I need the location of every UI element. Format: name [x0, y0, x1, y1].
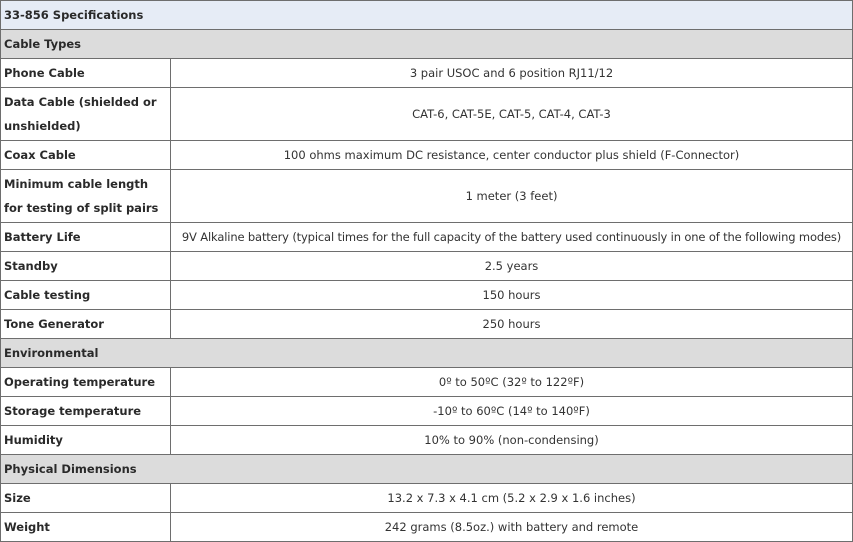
- row-value: 242 grams (8.5oz.) with battery and remote: [171, 513, 853, 542]
- table-row-humidity: [1, 426, 853, 455]
- row-label: Size: [1, 484, 171, 513]
- row-value: 9V Alkaline battery (typical times for the full capacity of the battery used continuously in one of the following modes): [171, 223, 853, 252]
- table-title: 33-856 Specifications: [1, 1, 853, 30]
- row-value: 10% to 90% (non-condensing): [171, 426, 853, 455]
- table-row-cable-testing: [1, 281, 853, 310]
- row-label: Battery Life: [1, 223, 171, 252]
- row-value: 100 ohms maximum DC resistance, center conductor plus shield (F-Connector): [171, 141, 853, 170]
- row-label: Operating temperature: [1, 368, 171, 397]
- table-row-size: [1, 484, 853, 513]
- table-row-weight: [1, 513, 853, 542]
- section-row-environmental: [1, 339, 853, 368]
- table-row-min-cable-length: [1, 170, 853, 223]
- section-header-physical-dimensions: Physical Dimensions: [1, 455, 853, 484]
- row-value: 250 hours: [171, 310, 853, 339]
- row-value: CAT-6, CAT-5E, CAT-5, CAT-4, CAT-3: [171, 88, 853, 141]
- row-value: -10º to 60ºC (14º to 140ºF): [171, 397, 853, 426]
- row-label: Cable testing: [1, 281, 171, 310]
- table-row-storage-temperature: [1, 397, 853, 426]
- row-label: Tone Generator: [1, 310, 171, 339]
- row-label: Coax Cable: [1, 141, 171, 170]
- table-row-operating-temperature: [1, 368, 853, 397]
- row-value: 13.2 x 7.3 x 4.1 cm (5.2 x 2.9 x 1.6 inches): [171, 484, 853, 513]
- row-label: Humidity: [1, 426, 171, 455]
- row-value: 0º to 50ºC (32º to 122ºF): [171, 368, 853, 397]
- row-label: Storage temperature: [1, 397, 171, 426]
- row-value: 1 meter (3 feet): [171, 170, 853, 223]
- row-label: Weight: [1, 513, 171, 542]
- table-row-battery-life: [1, 223, 853, 252]
- row-value: 2.5 years: [171, 252, 853, 281]
- row-value: 3 pair USOC and 6 position RJ11/12: [171, 59, 853, 88]
- row-label: Data Cable (shielded or unshielded): [1, 88, 171, 141]
- section-row-cable-types: [1, 30, 853, 59]
- table-row-phone-cable: [1, 59, 853, 88]
- row-label: Standby: [1, 252, 171, 281]
- section-row-physical-dimensions: [1, 455, 853, 484]
- row-label: Phone Cable: [1, 59, 171, 88]
- table-row-tone-generator: [1, 310, 853, 339]
- table-title-row: [1, 1, 853, 30]
- row-label: Minimum cable length for testing of split pairs: [1, 170, 171, 223]
- section-header-environmental: Environmental: [1, 339, 853, 368]
- row-value: 150 hours: [171, 281, 853, 310]
- table-row-data-cable: [1, 88, 853, 141]
- table-row-coax-cable: [1, 141, 853, 170]
- section-header-cable-types: Cable Types: [1, 30, 853, 59]
- table-row-standby: [1, 252, 853, 281]
